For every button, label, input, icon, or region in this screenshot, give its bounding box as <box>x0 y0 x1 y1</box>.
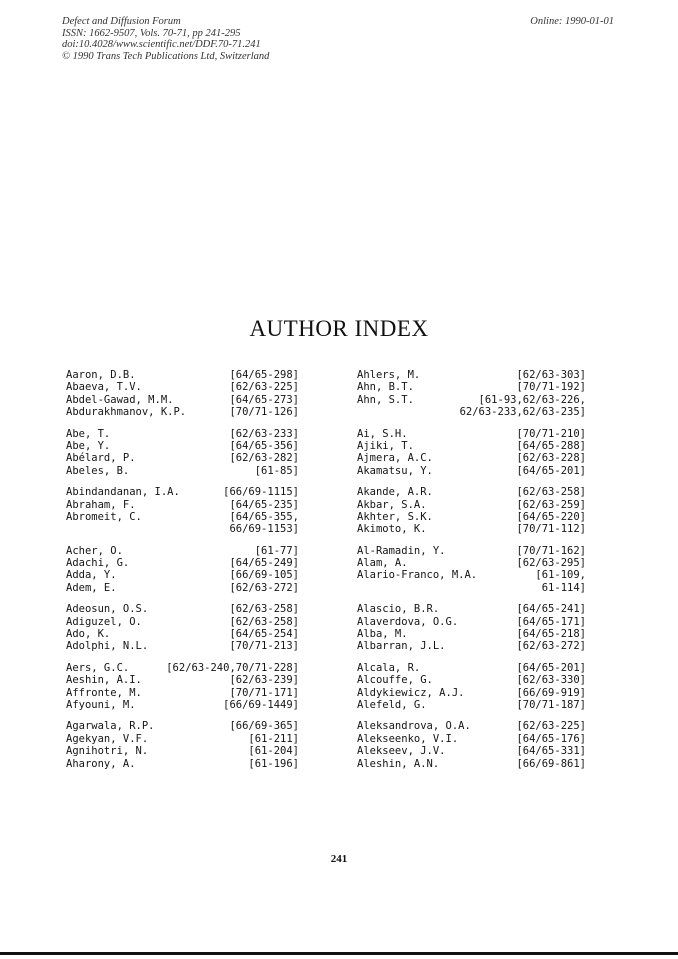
reference-line: 62/63-233,62/63-235] <box>459 406 586 419</box>
reference-line: [62/63-330] <box>516 674 586 687</box>
reference-line: [62/63-282] <box>229 452 299 465</box>
index-entry <box>357 499 586 511</box>
page-reference <box>516 511 586 523</box>
index-entry <box>66 452 299 464</box>
author-name: Adiguzel, O. <box>66 615 142 628</box>
reference-line: [66/69-365] <box>229 720 299 733</box>
page-reference <box>229 394 299 406</box>
page-reference <box>516 662 586 674</box>
page-reference <box>229 557 299 569</box>
index-entry <box>357 720 586 732</box>
online-date: Online: 1990-01-01 <box>530 16 614 27</box>
page-reference <box>516 486 586 498</box>
page-reference <box>516 545 586 557</box>
reference-line: [61-93,62/63-226, <box>478 393 586 406</box>
author-name: Aers, G.C. <box>66 661 130 674</box>
index-entry <box>66 628 299 640</box>
index-group <box>66 369 299 419</box>
reference-line: [62/63-303] <box>516 369 586 381</box>
author-name: Abaeva, T.V. <box>66 381 142 394</box>
index-entry <box>357 394 586 419</box>
author-name: Ahlers, M. <box>357 369 421 381</box>
index-entry <box>66 758 299 770</box>
reference-line: [61-211] <box>248 732 299 745</box>
index-column-left <box>66 369 299 779</box>
reference-line: [61-196] <box>248 757 299 770</box>
author-name: Akbar, S.A. <box>357 498 427 511</box>
author-name: Akande, A.R. <box>357 486 433 499</box>
index-entry <box>357 733 586 745</box>
reference-line: [62/63-295] <box>516 557 586 570</box>
page-reference <box>166 662 299 674</box>
reference-line: [70/71-162] <box>516 544 586 557</box>
author-name: Abdel-Gawad, M.M. <box>66 393 174 406</box>
index-group <box>357 545 586 595</box>
page-reference <box>229 428 299 440</box>
author-name: Ajmera, A.C. <box>357 452 433 465</box>
author-name: Aleshin, A.N. <box>357 757 440 770</box>
index-entry <box>357 603 586 615</box>
journal-name: Defect and Diffusion Forum <box>62 16 181 27</box>
page-reference <box>229 628 299 640</box>
page-reference <box>229 406 299 418</box>
reference-line: [64/65-241] <box>516 603 586 616</box>
index-entry <box>66 733 299 745</box>
index-entry <box>66 428 299 440</box>
index-group <box>66 486 299 536</box>
page-reference <box>223 699 299 711</box>
reference-line: 61-114] <box>541 581 586 594</box>
index-group <box>66 603 299 653</box>
page-reference <box>516 616 586 628</box>
author-name: Abélard, P. <box>66 452 136 465</box>
reference-line: [64/65-220] <box>516 510 586 523</box>
index-entry <box>357 523 586 535</box>
page-reference <box>535 569 586 594</box>
index-entry <box>357 674 586 686</box>
reference-line: [64/65-273] <box>229 393 299 406</box>
index-entry <box>66 720 299 732</box>
index-entry <box>66 499 299 511</box>
page-reference <box>516 452 586 464</box>
reference-line: [64/65-355, <box>229 510 299 523</box>
issn-line: ISSN: 1662-9507, Vols. 70-71, pp 241-295 <box>62 27 241 39</box>
reference-line: [66/69-1115] <box>223 486 299 499</box>
author-name: Abe, T. <box>66 427 111 440</box>
author-name: Adem, E. <box>66 581 117 594</box>
page-reference <box>229 582 299 594</box>
reference-line: [62/63-233] <box>229 427 299 440</box>
author-name: Aleksandrova, O.A. <box>357 720 471 733</box>
author-name: Alekseev, J.V. <box>357 745 446 758</box>
index-group <box>357 428 586 478</box>
index-entry <box>357 381 586 393</box>
author-name: Ahn, B.T. <box>357 381 414 394</box>
page-reference <box>223 486 299 498</box>
index-group <box>357 720 586 770</box>
page-reference <box>516 557 586 569</box>
reference-line: [62/63-225] <box>516 720 586 733</box>
author-name: Alcala, R. <box>357 661 421 674</box>
author-name: Adda, Y. <box>66 569 117 582</box>
index-entry <box>66 616 299 628</box>
reference-line: [70/71-112] <box>516 523 586 536</box>
index-column-right <box>357 369 586 779</box>
reference-line: [64/65-201] <box>516 661 586 674</box>
reference-line: [62/63-258] <box>229 615 299 628</box>
author-name: Alefeld, G. <box>357 699 427 712</box>
author-name: Akamatsu, Y. <box>357 464 433 477</box>
index-entry <box>357 369 586 381</box>
author-name: Adolphi, N.L. <box>66 640 149 653</box>
author-name: Al-Ramadin, Y. <box>357 544 446 557</box>
page-number: 241 <box>330 853 348 865</box>
author-name: Afyouni, M. <box>66 699 136 711</box>
page-reference <box>229 674 299 686</box>
page-reference <box>229 720 299 732</box>
page-reference <box>229 569 299 581</box>
index-entry <box>357 628 586 640</box>
reference-line: [64/65-356] <box>229 439 299 452</box>
index-entry <box>357 557 586 569</box>
index-entry <box>357 662 586 674</box>
author-name: Ajiki, T. <box>357 439 414 452</box>
page-reference <box>516 720 586 732</box>
index-entry <box>66 394 299 406</box>
author-name: Affronte, M. <box>66 686 142 699</box>
index-entry <box>66 603 299 615</box>
reference-line: [62/63-228] <box>516 452 586 465</box>
reference-line: [62/63-239] <box>229 674 299 687</box>
page-reference <box>516 628 586 640</box>
page-reference <box>229 499 299 511</box>
author-name: Abe, Y. <box>66 439 111 452</box>
reference-line: [62/63-259] <box>516 498 586 511</box>
author-name: Ai, S.H. <box>357 427 408 440</box>
page-reference <box>229 687 299 699</box>
page-reference <box>516 523 586 535</box>
index-entry <box>66 674 299 686</box>
index-entry <box>357 545 586 557</box>
index-entry <box>357 486 586 498</box>
reference-line: [64/65-288] <box>516 439 586 452</box>
page-reference <box>229 381 299 393</box>
reference-line: [70/71-192] <box>516 381 586 394</box>
index-entry <box>66 440 299 452</box>
index-group <box>357 369 586 419</box>
reference-line: [66/69-1449] <box>223 699 299 711</box>
page-reference <box>516 640 586 652</box>
author-name: Alekseenko, V.I. <box>357 732 459 745</box>
author-name: Ahn, S.T. <box>357 393 414 406</box>
author-name: Ado, K. <box>66 628 111 641</box>
page-reference <box>248 745 299 757</box>
page-reference <box>229 369 299 381</box>
index-entry <box>66 582 299 594</box>
author-name: Alba, M. <box>357 628 408 641</box>
page-reference <box>516 369 586 381</box>
page-reference <box>248 733 299 745</box>
index-entry <box>357 687 586 699</box>
page-reference <box>229 452 299 464</box>
index-entry <box>357 511 586 523</box>
page-reference <box>229 440 299 452</box>
index-entry <box>357 440 586 452</box>
reference-line: [70/71-210] <box>516 427 586 440</box>
index-entry <box>66 406 299 418</box>
page-reference <box>516 603 586 615</box>
author-name: Abromeit, C. <box>66 510 142 523</box>
author-name: Abraham, F. <box>66 498 136 511</box>
author-name: Alam, A. <box>357 557 408 570</box>
reference-line: [66/69-919] <box>516 686 586 699</box>
index-group <box>357 486 586 536</box>
reference-line: [64/65-235] <box>229 498 299 511</box>
page-reference <box>229 616 299 628</box>
index-group <box>66 720 299 770</box>
index-entry <box>66 486 299 498</box>
page-reference <box>229 640 299 652</box>
author-name: Albarran, J.L. <box>357 640 446 653</box>
author-name: Agekyan, V.F. <box>66 732 149 745</box>
index-entry <box>66 369 299 381</box>
reference-line: [70/71-187] <box>516 699 586 712</box>
index-entry <box>357 758 586 770</box>
index-entry <box>66 511 299 536</box>
reference-line: [64/65-218] <box>516 628 586 641</box>
citation-block <box>62 16 269 62</box>
reference-line: [64/65-201] <box>516 464 586 477</box>
index-entry <box>66 662 299 674</box>
reference-line: [70/71-171] <box>229 686 299 699</box>
author-name: Akimoto, K. <box>357 523 427 536</box>
page-reference <box>229 603 299 615</box>
author-name: Agarwala, R.P. <box>66 720 155 733</box>
reference-line: [64/65-298] <box>229 369 299 381</box>
index-entry <box>357 465 586 477</box>
page-reference <box>516 745 586 757</box>
page-title: AUTHOR INDEX <box>249 316 429 341</box>
index-entry <box>66 640 299 652</box>
author-name: Alascio, B.R. <box>357 603 440 616</box>
copyright-line: © 1990 Trans Tech Publications Ltd, Switzerland <box>62 50 270 62</box>
index-entry <box>66 465 299 477</box>
page-reference <box>516 499 586 511</box>
reference-line: [70/71-126] <box>229 406 299 419</box>
reference-line: [64/65-249] <box>229 557 299 570</box>
index-entry <box>66 569 299 581</box>
reference-line: [70/71-213] <box>229 640 299 653</box>
page-reference <box>516 758 586 770</box>
reference-line: [62/63-272] <box>516 640 586 653</box>
reference-line: 66/69-1153] <box>229 523 299 536</box>
index-group <box>357 662 586 712</box>
reference-line: [64/65-171] <box>516 615 586 628</box>
page-reference <box>516 428 586 440</box>
author-name: Abindandanan, I.A. <box>66 486 180 499</box>
index-entry <box>66 557 299 569</box>
index-entry <box>357 616 586 628</box>
author-name: Adeosun, O.S. <box>66 603 149 616</box>
index-group <box>66 662 299 712</box>
author-name: Aldykiewicz, A.J. <box>357 686 465 699</box>
page-reference <box>460 394 586 419</box>
reference-line: [62/63-258] <box>516 486 586 499</box>
index-entry <box>66 699 299 711</box>
author-name: Abeles, B. <box>66 464 130 477</box>
index-entry <box>66 745 299 757</box>
author-name: Aeshin, A.I. <box>66 674 142 687</box>
reference-line: [61-77] <box>254 544 299 557</box>
author-name: Akhter, S.K. <box>357 510 433 523</box>
author-name: Alario-Franco, M.A. <box>357 569 478 582</box>
reference-line: [61-109, <box>535 569 586 582</box>
page-reference <box>516 733 586 745</box>
page-reference <box>255 465 299 477</box>
index-entry <box>66 381 299 393</box>
author-name: Adachi, G. <box>66 557 130 570</box>
index-entry <box>357 640 586 652</box>
index-group <box>66 428 299 478</box>
reference-line: [64/65-331] <box>516 745 586 758</box>
page-reference <box>516 674 586 686</box>
index-entry <box>357 745 586 757</box>
author-name: Alcouffe, G. <box>357 674 433 687</box>
author-name: Alaverdova, O.G. <box>357 615 459 628</box>
reference-line: [61-85] <box>254 464 299 477</box>
author-name: Aharony, A. <box>66 757 136 770</box>
reference-line: [66/69-861] <box>516 757 586 770</box>
author-name: Agnihotri, N. <box>66 745 149 758</box>
author-name: Acher, O. <box>66 544 123 557</box>
index-entry <box>66 545 299 557</box>
reference-line: [62/63-240,70/71-228] <box>166 661 299 674</box>
index-entry <box>357 452 586 464</box>
reference-line: [62/63-272] <box>229 581 299 594</box>
index-entry <box>357 428 586 440</box>
page-reference <box>248 758 299 770</box>
page-reference <box>229 511 299 536</box>
page-reference <box>516 381 586 393</box>
page-reference <box>516 465 586 477</box>
page-reference <box>255 545 299 557</box>
author-name: Aaron, D.B. <box>66 369 136 381</box>
reference-line: [62/63-225] <box>229 381 299 394</box>
reference-line: [64/65-176] <box>516 732 586 745</box>
doi-line: doi:10.4028/www.scientific.net/DDF.70-71.241 <box>62 39 261 50</box>
page-reference <box>516 440 586 452</box>
reference-line: [66/69-105] <box>229 569 299 582</box>
index-group <box>66 545 299 595</box>
page-reference <box>516 699 586 711</box>
index-entry <box>357 569 586 594</box>
page-reference <box>516 687 586 699</box>
reference-line: [64/65-254] <box>229 628 299 641</box>
index-entry <box>357 699 586 711</box>
author-name: Abdurakhmanov, K.P. <box>66 406 187 419</box>
reference-line: [62/63-258] <box>229 603 299 616</box>
index-group <box>357 603 586 653</box>
index-entry <box>66 687 299 699</box>
bottom-rule <box>0 952 678 955</box>
reference-line: [61-204] <box>248 745 299 758</box>
